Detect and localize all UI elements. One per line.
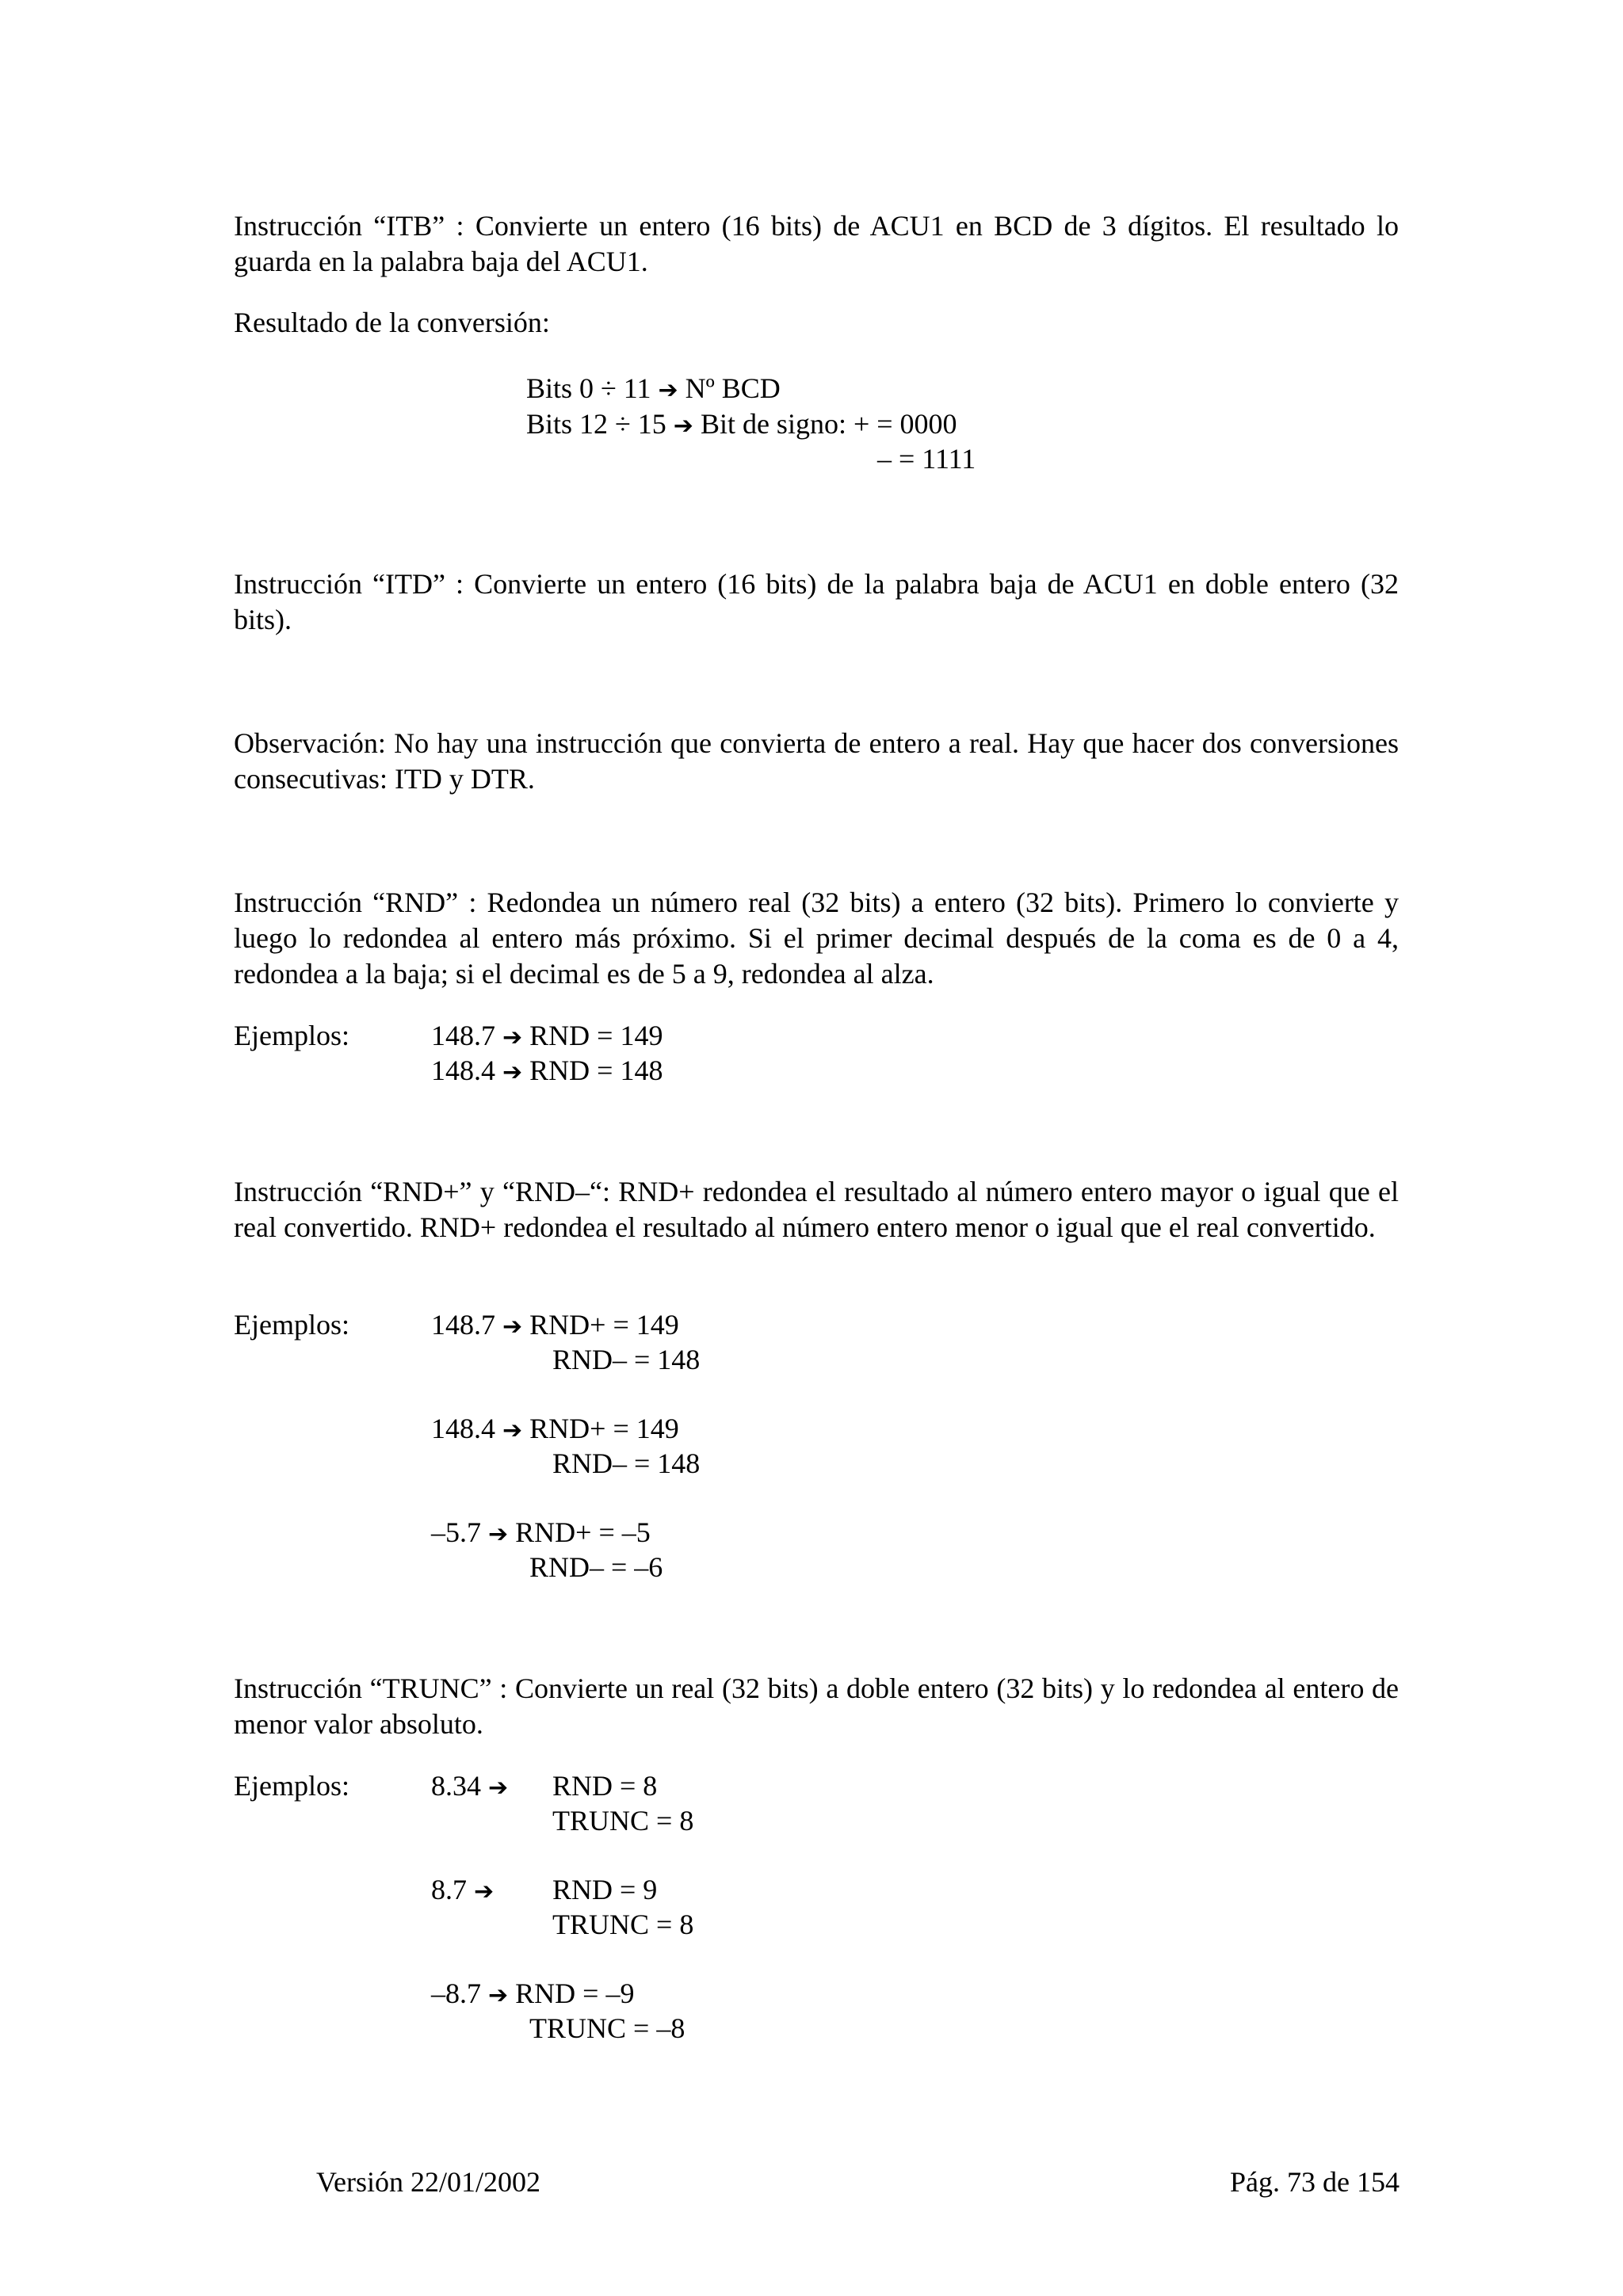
footer-page-number: Pág. 73 de 154 bbox=[1230, 2166, 1400, 2198]
bits-high-value: Bit de signo: + = 0000 bbox=[700, 408, 957, 440]
rnd-example-row bbox=[431, 1053, 663, 1090]
example-plus: RND+ = 149 bbox=[529, 1309, 679, 1341]
rnd-pm-examples-label: Ejemplos: bbox=[234, 1309, 349, 1341]
example-trunc: TRUNC = 8 bbox=[552, 1805, 694, 1836]
trunc-example-input-row bbox=[431, 1872, 494, 1909]
itb-bits-high-negative: – = 1111 bbox=[877, 443, 976, 475]
bits-low-value: Nº BCD bbox=[685, 372, 781, 404]
trunc-example-input-row bbox=[431, 1768, 508, 1806]
example-rnd: RND = 9 bbox=[552, 1874, 658, 1905]
rnd-example-row bbox=[431, 1018, 663, 1055]
itb-bits-low-row bbox=[526, 371, 781, 408]
example-result: RND = 148 bbox=[529, 1055, 663, 1086]
arrow-icon: ➔ bbox=[502, 1058, 523, 1086]
example-rnd: RND = 8 bbox=[552, 1770, 658, 1802]
arrow-icon: ➔ bbox=[673, 412, 693, 440]
arrow-icon: ➔ bbox=[502, 1313, 523, 1341]
rnd-examples-label: Ejemplos: bbox=[234, 1020, 349, 1051]
example-input: –8.7 bbox=[431, 1978, 481, 2009]
example-result: RND = 149 bbox=[529, 1020, 663, 1051]
rnd-pm-paragraph: Instrucción “RND+” y “RND–“: RND+ redondea el resultado al número entero mayor o igual que el real convertido. RND+ redondea el resultado al número entero menor o igual que el real convertido. bbox=[234, 1176, 1399, 1243]
itb-paragraph: Instrucción “ITB” : Convierte un entero (16 bits) de ACU1 en BCD de 3 dígitos. El resultado lo guarda en la palabra baja del ACU1. bbox=[234, 210, 1399, 277]
example-rnd: RND = –9 bbox=[515, 1978, 635, 2009]
bits-high-label: Bits 12 ÷ 15 bbox=[526, 408, 666, 440]
trunc-examples-label: Ejemplos: bbox=[234, 1770, 349, 1802]
example-minus: RND– = 148 bbox=[552, 1447, 701, 1479]
footer-version: Versión 22/01/2002 bbox=[316, 2166, 540, 2198]
example-input: 8.34 bbox=[431, 1770, 481, 1802]
arrow-icon: ➔ bbox=[488, 1520, 509, 1548]
itb-result-heading: Resultado de la conversión: bbox=[234, 307, 550, 338]
arrow-icon: ➔ bbox=[474, 1878, 495, 1905]
trunc-example-row bbox=[431, 1976, 634, 2013]
observacion-paragraph: Observación: No hay una instrucción que convierta de entero a real. Hay que hacer dos conversiones consecutivas: ITD y DTR. bbox=[234, 727, 1399, 795]
example-minus: RND– = 148 bbox=[552, 1344, 701, 1375]
bits-low-label: Bits 0 ÷ 11 bbox=[526, 372, 651, 404]
rnd-paragraph: Instrucción “RND” : Redondea un número real (32 bits) a entero (32 bits). Primero lo convierte y luego lo redondea al entero más próximo. Si el primer decimal después de la coma es de 0 a 4, redondea a la baja; si el decimal es de 5 a 9, redondea al alza. bbox=[234, 887, 1399, 990]
rnd-pm-example-row bbox=[431, 1411, 679, 1448]
arrow-icon: ➔ bbox=[502, 1024, 523, 1051]
arrow-icon: ➔ bbox=[502, 1417, 523, 1444]
rnd-pm-example-row bbox=[431, 1307, 679, 1344]
example-plus: RND+ = 149 bbox=[529, 1413, 679, 1444]
example-trunc: TRUNC = –8 bbox=[529, 2012, 685, 2044]
example-plus: RND+ = –5 bbox=[515, 1516, 651, 1548]
arrow-icon: ➔ bbox=[488, 1774, 509, 1802]
example-input: 148.4 bbox=[431, 1413, 495, 1444]
itd-paragraph: Instrucción “ITD” : Convierte un entero (16 bits) de la palabra baja de ACU1 en doble entero (32 bits). bbox=[234, 568, 1399, 635]
arrow-icon: ➔ bbox=[658, 376, 678, 404]
trunc-paragraph: Instrucción “TRUNC” : Convierte un real (32 bits) a doble entero (32 bits) y lo redondea al entero de menor valor absoluto. bbox=[234, 1672, 1399, 1740]
example-trunc: TRUNC = 8 bbox=[552, 1909, 694, 1940]
example-input: 148.7 bbox=[431, 1020, 495, 1051]
itb-bits-high-row bbox=[526, 406, 957, 444]
rnd-pm-example-row bbox=[431, 1515, 651, 1552]
example-input: 148.7 bbox=[431, 1309, 495, 1341]
example-input: –5.7 bbox=[431, 1516, 481, 1548]
example-input: 8.7 bbox=[431, 1874, 467, 1905]
example-minus: RND– = –6 bbox=[529, 1551, 663, 1583]
example-input: 148.4 bbox=[431, 1055, 495, 1086]
arrow-icon: ➔ bbox=[488, 1981, 509, 2009]
